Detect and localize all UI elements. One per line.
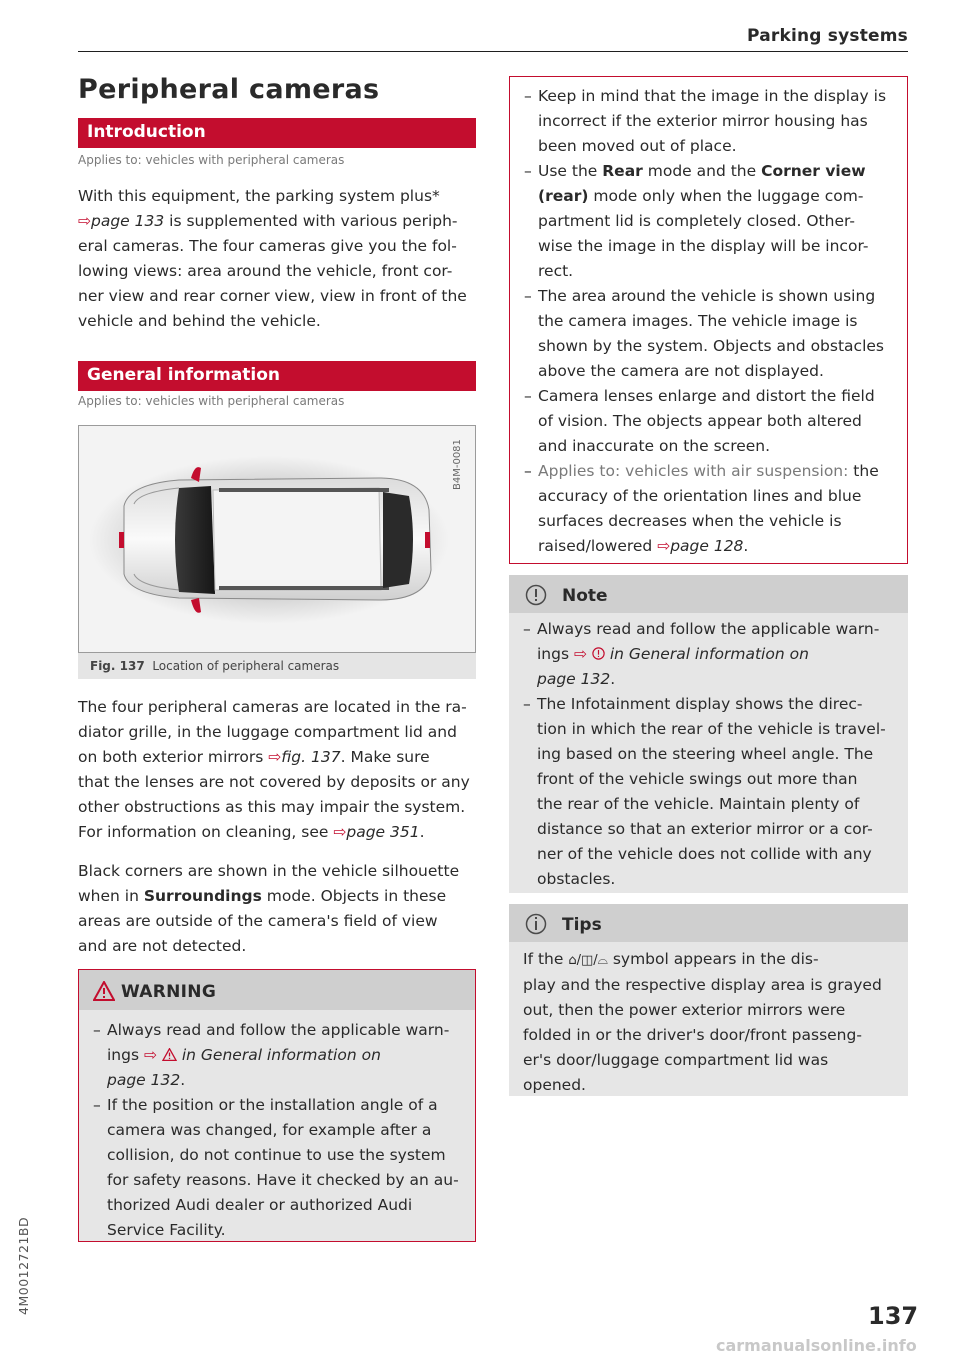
note-title: Note	[562, 586, 608, 606]
figure-vehicle-top-view	[78, 425, 476, 653]
arrow-right-icon: ⇨	[573, 645, 587, 663]
mirror-symbol-icon: ⌂/◫/⌓	[568, 953, 608, 968]
general-paragraph-1: The four peripheral cameras are located in the ra- diator grille, in the luggage compartment lid and on both exterior mirrors ⇨fig. 137. Make sure that the lenses are not covered by deposits or any other obstructions as this may impair the system. For information on cleaning, see ⇨page 351.	[78, 698, 470, 841]
arrow-right-icon: ⇨	[143, 1046, 157, 1064]
warning-box	[78, 969, 476, 1242]
link-general-information[interactable]: in General information on	[609, 645, 809, 663]
note-exclamation-icon	[592, 647, 605, 660]
figure-code: B4M-0081	[452, 439, 463, 490]
list-item: – Always read and follow the applicable warn- ings ⇨ in General information on page 132.	[509, 617, 908, 692]
general-heading: General information	[78, 361, 476, 391]
arrow-right-icon: ⇨	[333, 823, 347, 841]
general-applies: Applies to: vehicles with peripheral cameras	[78, 394, 345, 408]
tips-paragraph: If the ⌂/◫/⌓ symbol appears in the dis- play and the respective display area is grayed out, then the power exterior mirrors were folded in or the driver's door/front passeng- er's door/luggage compartment lid was opened.	[523, 950, 882, 1094]
arrow-right-icon: ⇨	[657, 537, 671, 555]
list-item: – Use the Rear mode and the Corner view (rear) mode only when the luggage com- partment lid is completely closed. Other- wise the image in the display will be incor- rect.	[510, 159, 907, 284]
list-item: – If the position or the installation angle of a camera was changed, for example after a collision, do not continue to use the system for safety reasons. Have it checked by an au- thorized Audi dealer or authorized Audi Service Facility.	[79, 1093, 475, 1243]
header-rule	[78, 51, 908, 52]
link-page-351[interactable]: page 351	[346, 823, 420, 841]
tips-title: Tips	[562, 915, 602, 935]
introduction-heading: Introduction	[78, 118, 476, 148]
link-fig-137[interactable]: fig. 137	[281, 748, 341, 766]
warning-title: WARNING	[121, 982, 217, 1002]
watermark: carmanualsonline.info	[716, 1336, 917, 1355]
note-list	[509, 617, 908, 892]
tips-box	[509, 904, 908, 1096]
info-icon	[525, 913, 547, 935]
introduction-applies: Applies to: vehicles with peripheral cameras	[78, 153, 345, 167]
list-item: – The area around the vehicle is shown using the camera images. The vehicle image is shown by the system. Objects and obstacles above the camera are not displayed.	[510, 284, 907, 384]
tips-header	[509, 904, 908, 942]
warning-header	[79, 970, 475, 1010]
link-general-information[interactable]: in General information on	[181, 1046, 381, 1064]
list-item: – Always read and follow the applicable warn- ings ⇨ in General information on page 132.	[79, 1018, 475, 1093]
link-page-132[interactable]: page 132	[107, 1071, 181, 1089]
page-title: Peripheral cameras	[78, 74, 380, 105]
note-exclamation-icon	[525, 584, 547, 606]
link-page-133[interactable]: page 133	[91, 212, 165, 230]
general-paragraph-2: Black corners are shown in the vehicle silhouette when in Surroundings mode. Objects in these areas are outside of the camera's field of view and are not detected.	[78, 862, 460, 955]
list-item: – The Infotainment display shows the direc- tion in which the rear of the vehicle is travel- ing based on the steering wheel angle. The front of the vehicle swings out more than the rear of the vehicle. Maintain plenty of distance so that an exterior mirror or a cor- ner of the vehicle does not collide with any obstacles.	[509, 692, 908, 892]
list-item: – Keep in mind that the image in the display is incorrect if the exterior mirror housing has been moved out of place.	[510, 84, 907, 159]
arrow-right-icon: ⇨	[78, 212, 91, 230]
warning-continued-list	[510, 84, 907, 559]
document-code: 4M0012721BD	[16, 1216, 31, 1315]
list-item: – Camera lenses enlarge and distort the field of vision. The objects appear both altered and inaccurate on the screen.	[510, 384, 907, 459]
warning-list	[79, 1018, 475, 1243]
section-title: Parking systems	[747, 26, 908, 46]
car-top-view-illustration	[79, 426, 475, 652]
warning-triangle-icon	[93, 981, 115, 1001]
list-item: – Applies to: vehicles with air suspension: the accuracy of the orientation lines and blue surfaces decreases when the vehicle is raised/lowered ⇨page 128.	[510, 459, 907, 559]
arrow-right-icon: ⇨	[268, 748, 282, 766]
note-header	[509, 575, 908, 613]
note-box	[509, 575, 908, 893]
warning-continued-box	[509, 76, 908, 564]
warning-triangle-icon	[162, 1048, 177, 1061]
figure-caption: Fig. 137 Location of peripheral cameras	[78, 653, 476, 679]
introduction-paragraph: With this equipment, the parking system plus* ⇨page 133 is supplemented with various periph- eral cameras. The four cameras give you the fol- lowing views: area around the vehicle, front cor- ner view and rear corner view, view in front of the vehicle and behind the vehicle.	[78, 187, 467, 330]
page-number: 137	[868, 1302, 919, 1330]
link-page-128[interactable]: page 128	[670, 537, 744, 555]
link-page-132[interactable]: page 132	[537, 670, 611, 688]
